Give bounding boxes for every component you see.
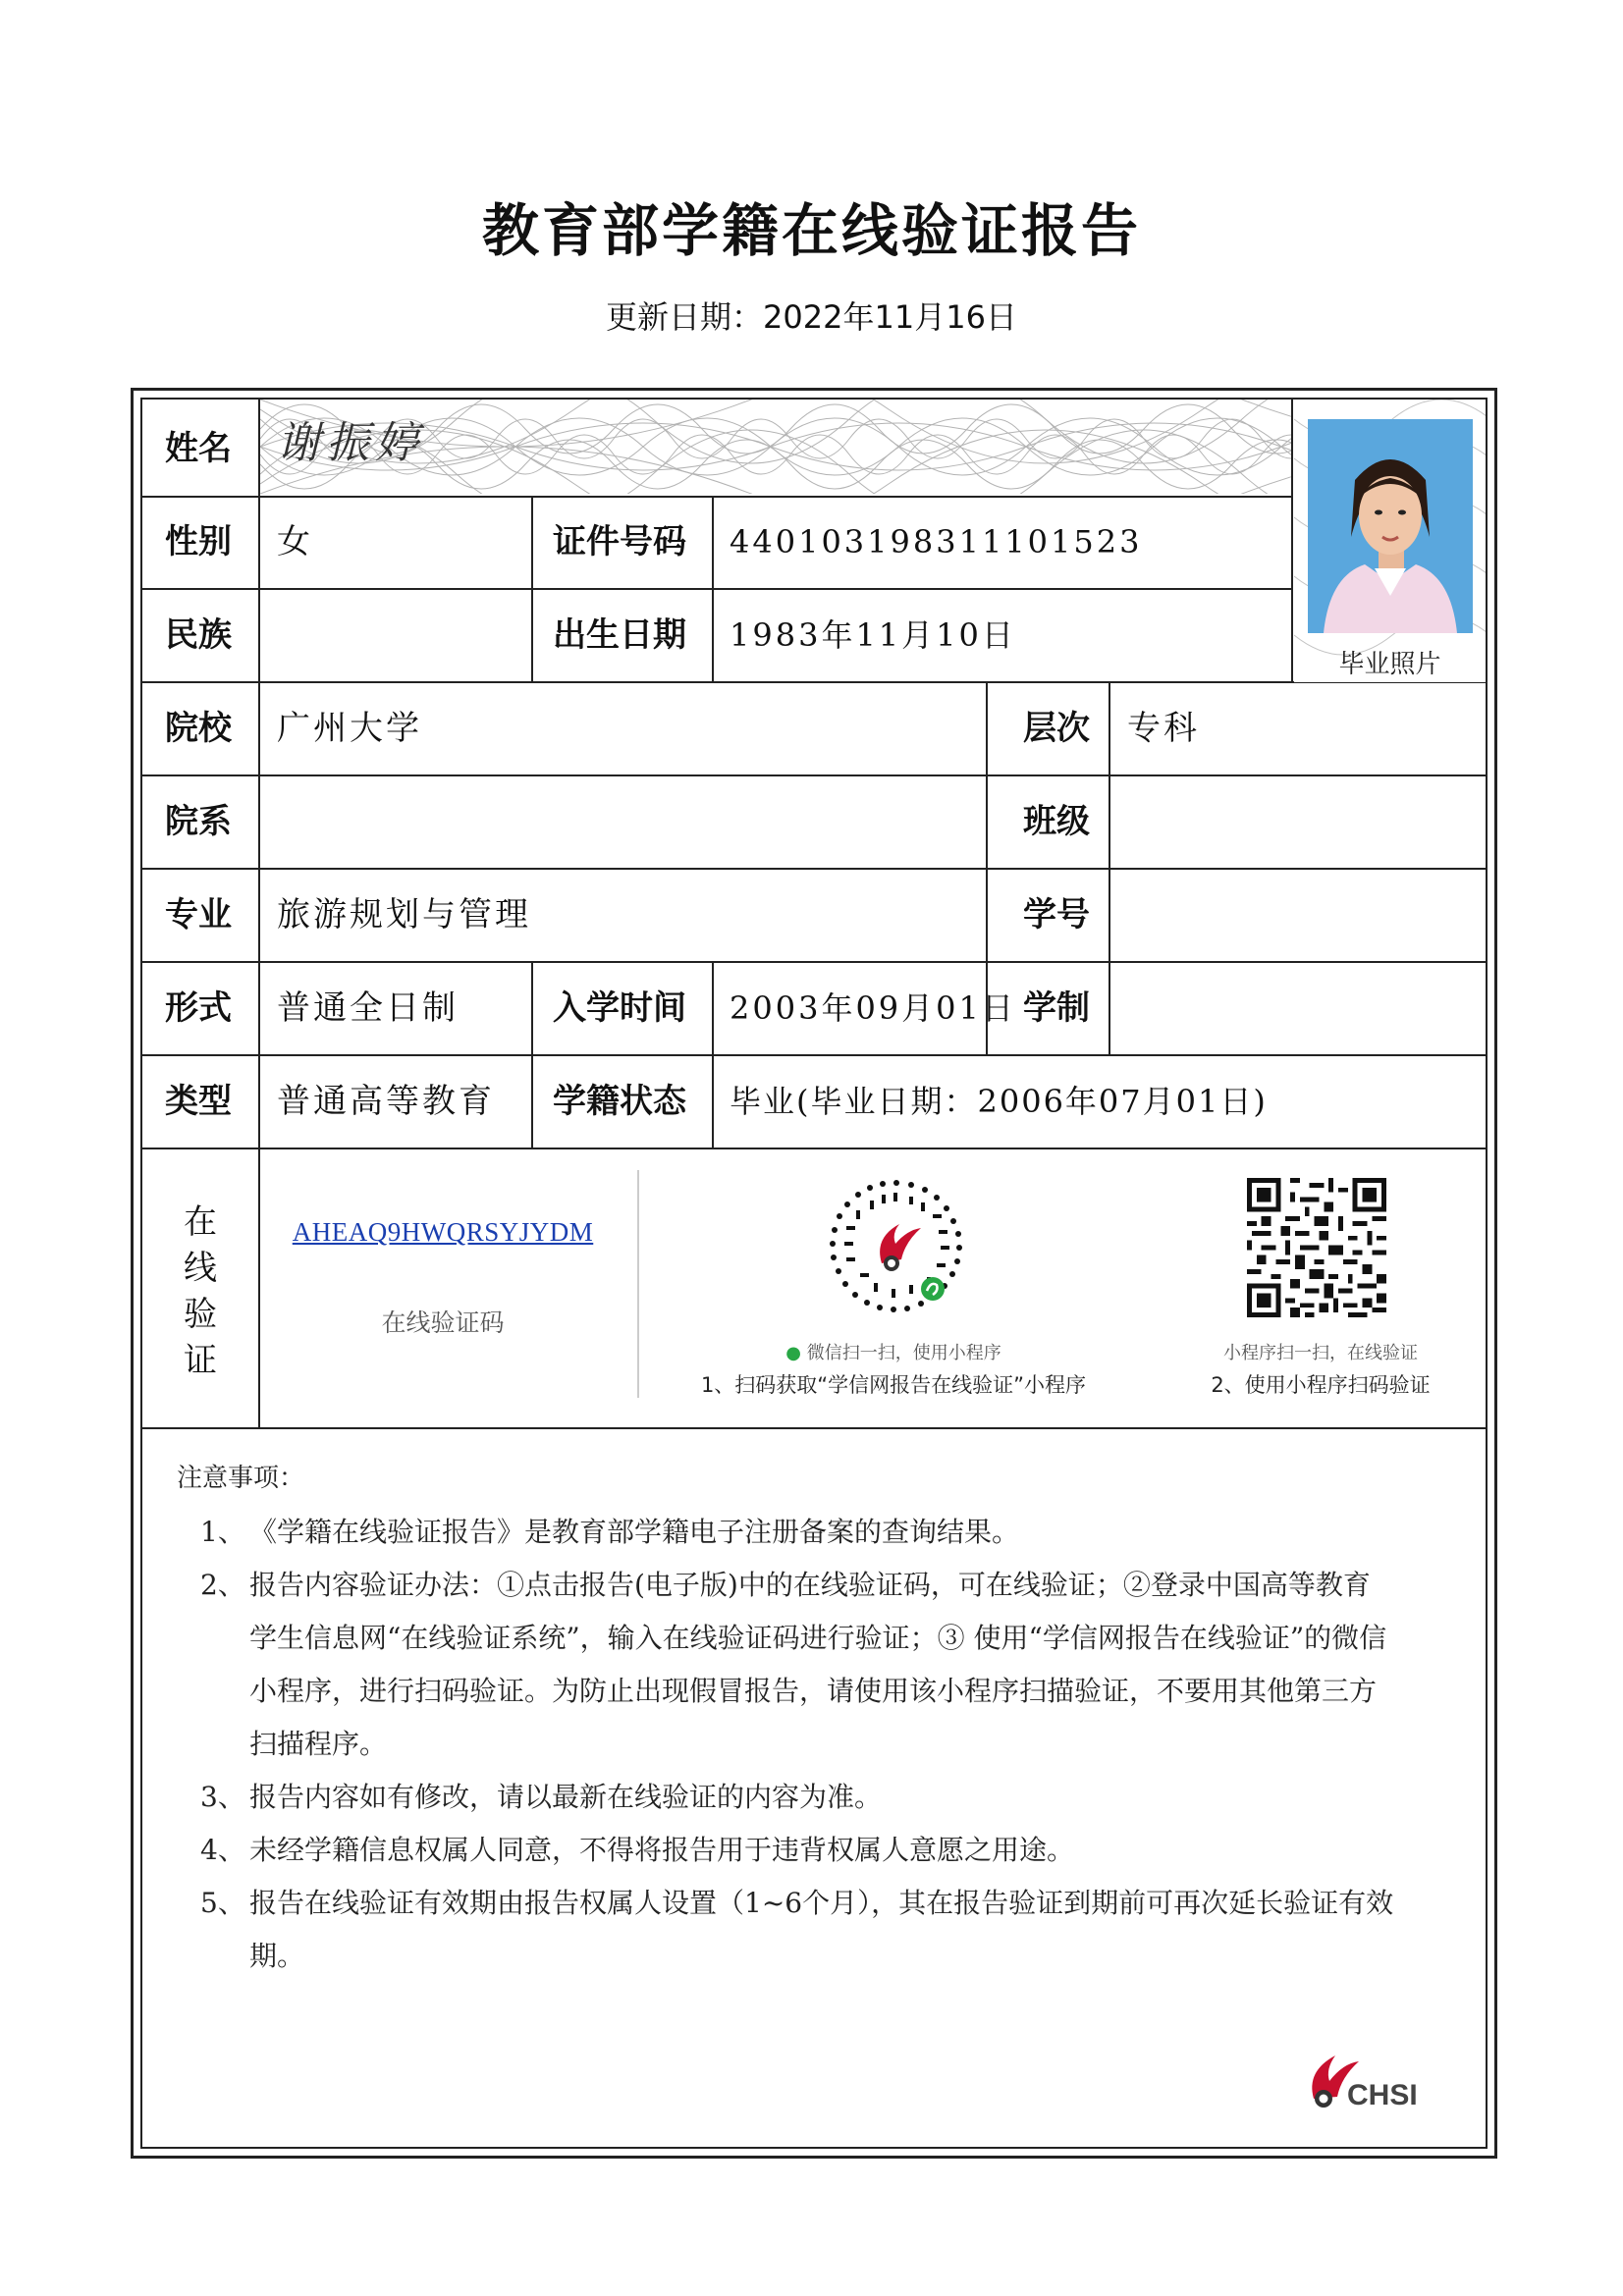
label-major: 专业	[165, 895, 232, 934]
value-name: 谢振婷	[277, 418, 424, 468]
verify-divider	[637, 1170, 639, 1398]
wechat-mini-program-icon	[823, 1173, 970, 1320]
label-online-verify-char: 证	[184, 1341, 217, 1380]
label-form: 形式	[165, 988, 232, 1028]
label-school: 院校	[165, 709, 232, 748]
value-school: 广州大学	[277, 709, 422, 748]
chsi-logo-text: CHSI	[1347, 2079, 1418, 2111]
value-birth-date: 1983年11月10日	[730, 616, 1016, 654]
notes-item-number: 4、	[200, 1834, 245, 1866]
value-type: 普通高等教育	[277, 1082, 495, 1121]
update-date: 更新日期：2022年11月16日	[606, 298, 1017, 336]
notes-item-number: 1、	[200, 1516, 245, 1548]
verify-step-1: 1、扫码获取“学信网报告在线验证”小程序	[700, 1373, 1087, 1397]
value-level: 专科	[1127, 709, 1200, 748]
label-student-number: 学号	[1023, 895, 1090, 934]
photo-caption: 毕业照片	[1338, 650, 1441, 679]
value-major: 旅游规划与管理	[277, 895, 531, 934]
notes-item-text: 未经学籍信息权属人同意，不得将报告用于违背权属人意愿之用途。	[249, 1834, 1075, 1866]
notes-item	[177, 1771, 1394, 1824]
label-name: 姓名	[165, 429, 232, 468]
label-status: 学籍状态	[553, 1082, 686, 1121]
notes-item-text: 《学籍在线验证报告》是教育部学籍电子注册备案的查询结果。	[249, 1516, 1020, 1548]
wechat-icon: ●	[785, 1343, 801, 1363]
notes-item-number: 2、	[200, 1569, 245, 1601]
label-duration: 学制	[1023, 988, 1090, 1028]
notes-item-text: 报告在线验证有效期由报告权属人设置（1~6个月），其在报告验证到期前可再次延长验证有效期。	[249, 1887, 1394, 1972]
notes-item	[177, 1877, 1394, 1983]
label-online-verify-char: 线	[184, 1249, 217, 1288]
label-online-verify-char: 在	[184, 1202, 217, 1242]
label-type: 类型	[165, 1082, 232, 1121]
notes-item	[177, 1559, 1394, 1771]
value-status: 毕业(毕业日期：2006年07月01日)	[730, 1083, 1268, 1120]
label-online-verify-char: 验	[184, 1295, 217, 1334]
label-level: 层次	[1023, 709, 1090, 748]
label-gender: 性别	[165, 522, 232, 561]
value-gender: 女	[277, 522, 313, 561]
qr-code-icon[interactable]	[1247, 1178, 1386, 1317]
notes-item-number: 3、	[200, 1781, 245, 1813]
page-title: 教育部学籍在线验证报告	[481, 197, 1141, 264]
value-form: 普通全日制	[277, 988, 459, 1028]
notes-item-text: 报告内容如有修改，请以最新在线验证的内容为准。	[249, 1781, 883, 1813]
online-verify-code-link[interactable]: AHEAQ9HWQRSYJYDM	[292, 1217, 594, 1247]
notes-item	[177, 1824, 1394, 1877]
notes-item	[177, 1506, 1394, 1559]
label-birth-date: 出生日期	[553, 615, 686, 655]
label-ethnicity: 民族	[165, 615, 232, 655]
value-id-number: 440103198311101523	[730, 523, 1143, 561]
label-id-number: 证件号码	[553, 522, 686, 561]
notes-item-number: 5、	[200, 1887, 245, 1919]
graduation-photo	[1294, 400, 1486, 682]
notes-heading: 注意事项：	[177, 1464, 305, 1493]
verify-step-2: 2、使用小程序扫码验证	[1211, 1373, 1431, 1397]
online-verify-code-caption: 在线验证码	[381, 1308, 505, 1337]
value-enroll-date: 2003年09月01日	[730, 989, 1016, 1027]
label-enroll-date: 入学时间	[553, 988, 686, 1028]
label-class: 班级	[1023, 802, 1090, 841]
label-online-verify	[140, 1150, 260, 1425]
notes-item-text: 报告内容验证办法：①点击报告(电子版)中的在线验证码，可在线验证；②登录中国高等教育学生信息网“在线验证系统”，输入在线验证码进行验证；③ 使用“学信网报告在线验证”的微信小程序，进行扫码验证。为防止出现假冒报告，请使用该小程序扫描验证，不要用其他第三方扫描程序。	[249, 1569, 1387, 1760]
qr-caption: 小程序扫一扫，在线验证	[1223, 1343, 1418, 1363]
mini-program-caption: ● 微信扫一扫，使用小程序	[785, 1343, 1001, 1363]
chsi-logo	[1306, 2042, 1443, 2112]
notes-section	[177, 1458, 1394, 1983]
label-department: 院系	[165, 802, 232, 841]
